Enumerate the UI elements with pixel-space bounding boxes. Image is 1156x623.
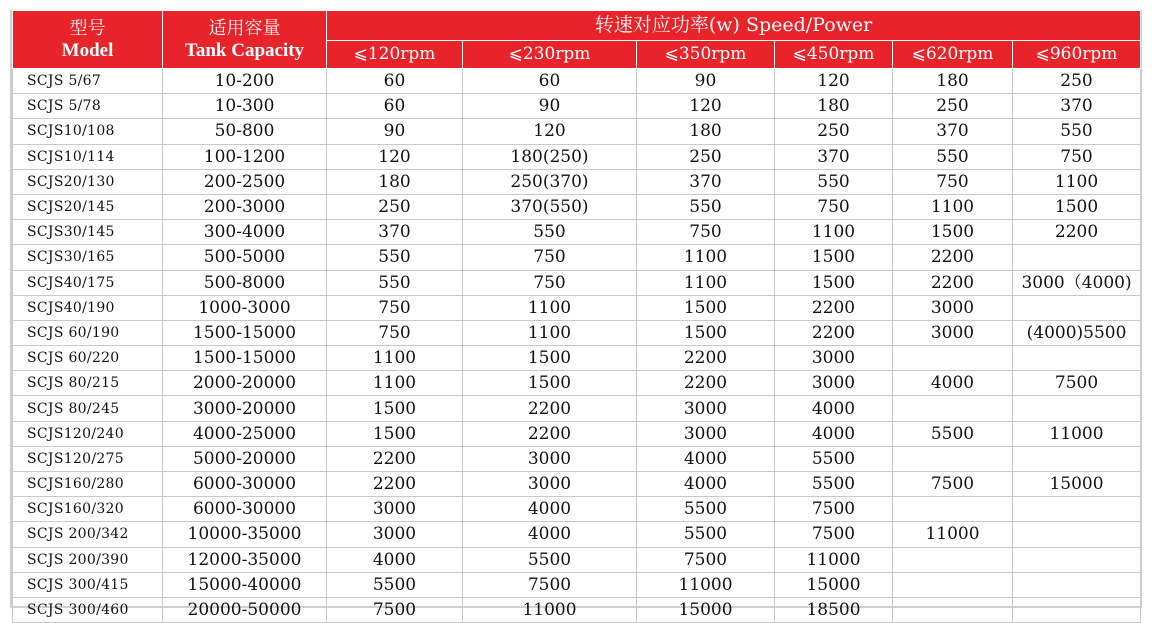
power-cell: 11000 bbox=[893, 522, 1013, 547]
power-cell: 1100 bbox=[1013, 169, 1141, 194]
power-cell: 250 bbox=[893, 94, 1013, 119]
power-cell: 90 bbox=[327, 119, 463, 144]
spec-table-container bbox=[10, 10, 1142, 621]
power-cell bbox=[893, 497, 1013, 522]
power-cell: 60 bbox=[327, 94, 463, 119]
power-cell bbox=[1013, 346, 1141, 371]
header-capacity bbox=[163, 11, 327, 69]
power-cell: 180 bbox=[893, 69, 1013, 94]
power-cell: 90 bbox=[637, 69, 775, 94]
table-row bbox=[13, 194, 1141, 219]
power-cell: 120 bbox=[327, 144, 463, 169]
table-row bbox=[13, 69, 1141, 94]
model-cell: SCJS 200/390 bbox=[13, 547, 163, 572]
model-cell: SCJS20/145 bbox=[13, 194, 163, 219]
model-cell: SCJS 200/342 bbox=[13, 522, 163, 547]
power-cell: 750 bbox=[327, 320, 463, 345]
model-cell: SCJS30/165 bbox=[13, 245, 163, 270]
power-cell: 11000 bbox=[637, 572, 775, 597]
power-cell: 550 bbox=[775, 169, 893, 194]
power-cell: 550 bbox=[463, 220, 637, 245]
model-cell: SCJS120/275 bbox=[13, 446, 163, 471]
power-cell: 7500 bbox=[893, 472, 1013, 497]
capacity-cell: 15000-40000 bbox=[163, 572, 327, 597]
table-row bbox=[13, 396, 1141, 421]
power-cell: 4000 bbox=[775, 396, 893, 421]
model-cell: SCJS 300/415 bbox=[13, 572, 163, 597]
power-cell: 550 bbox=[327, 270, 463, 295]
power-cell: 2200 bbox=[463, 421, 637, 446]
power-cell: 750 bbox=[893, 169, 1013, 194]
power-cell: 3000 bbox=[893, 295, 1013, 320]
power-cell: 250 bbox=[775, 119, 893, 144]
power-cell: 370 bbox=[327, 220, 463, 245]
capacity-cell: 6000-30000 bbox=[163, 472, 327, 497]
power-cell: 120 bbox=[463, 119, 637, 144]
power-cell: 3000 bbox=[637, 396, 775, 421]
capacity-cell: 10-300 bbox=[163, 94, 327, 119]
power-cell bbox=[1013, 295, 1141, 320]
power-cell: 7500 bbox=[775, 522, 893, 547]
power-cell: 3000 bbox=[463, 446, 637, 471]
table-row bbox=[13, 270, 1141, 295]
capacity-cell: 10000-35000 bbox=[163, 522, 327, 547]
power-cell: 180 bbox=[327, 169, 463, 194]
power-cell: 5500 bbox=[775, 446, 893, 471]
power-cell: 750 bbox=[327, 295, 463, 320]
model-cell: SCJS 5/67 bbox=[13, 69, 163, 94]
model-cell: SCJS160/280 bbox=[13, 472, 163, 497]
power-cell: 1100 bbox=[327, 346, 463, 371]
power-cell: 370 bbox=[1013, 94, 1141, 119]
capacity-cell: 500-8000 bbox=[163, 270, 327, 295]
power-cell: 5500 bbox=[463, 547, 637, 572]
power-cell: 3000（4000) bbox=[1013, 270, 1141, 295]
power-cell: 250 bbox=[637, 144, 775, 169]
power-cell: 750 bbox=[1013, 144, 1141, 169]
power-cell: 750 bbox=[775, 194, 893, 219]
capacity-cell: 10-200 bbox=[163, 69, 327, 94]
power-cell: 2200 bbox=[327, 446, 463, 471]
capacity-cell: 200-3000 bbox=[163, 194, 327, 219]
model-cell: SCJS40/175 bbox=[13, 270, 163, 295]
power-cell: 370 bbox=[637, 169, 775, 194]
power-cell bbox=[1013, 396, 1141, 421]
power-cell: 1500 bbox=[1013, 194, 1141, 219]
power-cell bbox=[1013, 446, 1141, 471]
model-cell: SCJS10/108 bbox=[13, 119, 163, 144]
power-cell: 370(550) bbox=[463, 194, 637, 219]
power-cell: 11000 bbox=[463, 597, 637, 622]
model-cell: SCJS160/320 bbox=[13, 497, 163, 522]
table-row bbox=[13, 220, 1141, 245]
capacity-cell: 4000-25000 bbox=[163, 421, 327, 446]
power-cell: 15000 bbox=[775, 572, 893, 597]
power-cell: 3000 bbox=[775, 346, 893, 371]
power-cell: 4000 bbox=[893, 371, 1013, 396]
power-cell bbox=[893, 446, 1013, 471]
header-rpm-0: ⩽120rpm bbox=[327, 41, 463, 69]
power-cell: 2200 bbox=[637, 371, 775, 396]
power-cell: 11000 bbox=[775, 547, 893, 572]
header-rpm-1: ⩽230rpm bbox=[463, 41, 637, 69]
power-cell: 4000 bbox=[327, 547, 463, 572]
table-row bbox=[13, 320, 1141, 345]
table-row bbox=[13, 421, 1141, 446]
table-row bbox=[13, 446, 1141, 471]
table-row bbox=[13, 522, 1141, 547]
power-cell: 1100 bbox=[637, 245, 775, 270]
power-cell: 1100 bbox=[893, 194, 1013, 219]
power-cell: 180 bbox=[637, 119, 775, 144]
power-cell: 7500 bbox=[775, 497, 893, 522]
power-cell bbox=[1013, 497, 1141, 522]
table-row bbox=[13, 597, 1141, 622]
power-cell: 60 bbox=[463, 69, 637, 94]
header-capacity-en: Tank Capacity bbox=[184, 39, 305, 61]
header-rpm-3: ⩽450rpm bbox=[775, 41, 893, 69]
header-rpm-4: ⩽620rpm bbox=[893, 41, 1013, 69]
power-cell: 2200 bbox=[463, 396, 637, 421]
power-cell: 7500 bbox=[1013, 371, 1141, 396]
power-cell: 180 bbox=[775, 94, 893, 119]
power-cell bbox=[1013, 245, 1141, 270]
header-capacity-zh: 适用容量 bbox=[208, 17, 281, 39]
model-cell: SCJS 60/220 bbox=[13, 346, 163, 371]
power-cell: 1500 bbox=[327, 421, 463, 446]
power-cell: 5500 bbox=[327, 572, 463, 597]
power-cell: 370 bbox=[775, 144, 893, 169]
power-cell: 370 bbox=[893, 119, 1013, 144]
capacity-cell: 100-1200 bbox=[163, 144, 327, 169]
power-cell: 3000 bbox=[327, 497, 463, 522]
spec-table bbox=[12, 10, 1141, 623]
table-row bbox=[13, 472, 1141, 497]
capacity-cell: 1500-15000 bbox=[163, 346, 327, 371]
power-cell: 750 bbox=[463, 245, 637, 270]
capacity-cell: 20000-50000 bbox=[163, 597, 327, 622]
power-cell: 1500 bbox=[775, 245, 893, 270]
power-cell: 7500 bbox=[463, 572, 637, 597]
power-cell: 60 bbox=[327, 69, 463, 94]
power-cell: 4000 bbox=[637, 472, 775, 497]
capacity-cell: 5000-20000 bbox=[163, 446, 327, 471]
power-cell: 1500 bbox=[463, 346, 637, 371]
power-cell: 3000 bbox=[893, 320, 1013, 345]
table-row bbox=[13, 346, 1141, 371]
table-row bbox=[13, 371, 1141, 396]
power-cell: (4000)5500 bbox=[1013, 320, 1141, 345]
power-cell: 4000 bbox=[463, 522, 637, 547]
capacity-cell: 1000-3000 bbox=[163, 295, 327, 320]
spec-table-body bbox=[13, 69, 1141, 623]
power-cell: 250(370) bbox=[463, 169, 637, 194]
capacity-cell: 6000-30000 bbox=[163, 497, 327, 522]
header-model-en: Model bbox=[61, 39, 114, 61]
power-cell: 2200 bbox=[637, 346, 775, 371]
power-cell: 3000 bbox=[327, 522, 463, 547]
capacity-cell: 300-4000 bbox=[163, 220, 327, 245]
model-cell: SCJS10/114 bbox=[13, 144, 163, 169]
power-cell: 250 bbox=[327, 194, 463, 219]
power-cell: 1100 bbox=[637, 270, 775, 295]
power-cell bbox=[893, 396, 1013, 421]
capacity-cell: 50-800 bbox=[163, 119, 327, 144]
header-rpm-5: ⩽960rpm bbox=[1013, 41, 1141, 69]
model-cell: SCJS40/190 bbox=[13, 295, 163, 320]
header-model-zh: 型号 bbox=[69, 17, 106, 39]
power-cell: 3000 bbox=[463, 472, 637, 497]
power-cell: 1500 bbox=[637, 295, 775, 320]
table-row bbox=[13, 572, 1141, 597]
power-cell: 2200 bbox=[775, 295, 893, 320]
table-row bbox=[13, 144, 1141, 169]
power-cell: 120 bbox=[637, 94, 775, 119]
model-cell: SCJS 60/190 bbox=[13, 320, 163, 345]
power-cell bbox=[893, 547, 1013, 572]
model-cell: SCJS30/145 bbox=[13, 220, 163, 245]
power-cell bbox=[1013, 522, 1141, 547]
power-cell: 2200 bbox=[893, 270, 1013, 295]
table-row bbox=[13, 497, 1141, 522]
power-cell: 1500 bbox=[893, 220, 1013, 245]
power-cell: 550 bbox=[1013, 119, 1141, 144]
power-cell: 180(250) bbox=[463, 144, 637, 169]
power-cell: 550 bbox=[327, 245, 463, 270]
power-cell: 1100 bbox=[463, 295, 637, 320]
power-cell: 4000 bbox=[637, 446, 775, 471]
power-cell: 1100 bbox=[775, 220, 893, 245]
model-cell: SCJS 80/245 bbox=[13, 396, 163, 421]
power-cell: 15000 bbox=[637, 597, 775, 622]
table-row bbox=[13, 547, 1141, 572]
power-cell: 5500 bbox=[637, 522, 775, 547]
power-cell bbox=[1013, 572, 1141, 597]
capacity-cell: 200-2500 bbox=[163, 169, 327, 194]
power-cell: 1500 bbox=[775, 270, 893, 295]
model-cell: SCJS120/240 bbox=[13, 421, 163, 446]
power-cell: 120 bbox=[775, 69, 893, 94]
power-cell: 18500 bbox=[775, 597, 893, 622]
header-speed-power: 转速对应功率(w) Speed/Power bbox=[327, 11, 1141, 41]
power-cell: 3000 bbox=[775, 371, 893, 396]
power-cell: 2200 bbox=[893, 245, 1013, 270]
power-cell: 4000 bbox=[463, 497, 637, 522]
power-cell bbox=[893, 597, 1013, 622]
power-cell: 11000 bbox=[1013, 421, 1141, 446]
power-cell: 1500 bbox=[463, 371, 637, 396]
header-model bbox=[13, 11, 163, 69]
power-cell: 15000 bbox=[1013, 472, 1141, 497]
power-cell: 1100 bbox=[327, 371, 463, 396]
table-row bbox=[13, 94, 1141, 119]
capacity-cell: 12000-35000 bbox=[163, 547, 327, 572]
power-cell: 750 bbox=[463, 270, 637, 295]
table-row bbox=[13, 245, 1141, 270]
power-cell: 550 bbox=[893, 144, 1013, 169]
power-cell: 2200 bbox=[1013, 220, 1141, 245]
power-cell: 1100 bbox=[463, 320, 637, 345]
capacity-cell: 1500-15000 bbox=[163, 320, 327, 345]
power-cell: 750 bbox=[637, 220, 775, 245]
power-cell bbox=[893, 572, 1013, 597]
power-cell: 4000 bbox=[775, 421, 893, 446]
table-row bbox=[13, 169, 1141, 194]
power-cell: 5500 bbox=[637, 497, 775, 522]
power-cell: 1500 bbox=[327, 396, 463, 421]
model-cell: SCJS20/130 bbox=[13, 169, 163, 194]
power-cell bbox=[1013, 547, 1141, 572]
capacity-cell: 500-5000 bbox=[163, 245, 327, 270]
power-cell: 550 bbox=[637, 194, 775, 219]
model-cell: SCJS 300/460 bbox=[13, 597, 163, 622]
power-cell: 2200 bbox=[327, 472, 463, 497]
power-cell: 1500 bbox=[637, 320, 775, 345]
power-cell: 250 bbox=[1013, 69, 1141, 94]
power-cell bbox=[1013, 597, 1141, 622]
power-cell: 2200 bbox=[775, 320, 893, 345]
power-cell: 5500 bbox=[775, 472, 893, 497]
power-cell bbox=[893, 346, 1013, 371]
power-cell: 5500 bbox=[893, 421, 1013, 446]
power-cell: 90 bbox=[463, 94, 637, 119]
model-cell: SCJS 5/78 bbox=[13, 94, 163, 119]
power-cell: 7500 bbox=[637, 547, 775, 572]
table-row bbox=[13, 119, 1141, 144]
power-cell: 3000 bbox=[637, 421, 775, 446]
capacity-cell: 3000-20000 bbox=[163, 396, 327, 421]
power-cell: 7500 bbox=[327, 597, 463, 622]
header-rpm-2: ⩽350rpm bbox=[637, 41, 775, 69]
model-cell: SCJS 80/215 bbox=[13, 371, 163, 396]
table-row bbox=[13, 295, 1141, 320]
capacity-cell: 2000-20000 bbox=[163, 371, 327, 396]
